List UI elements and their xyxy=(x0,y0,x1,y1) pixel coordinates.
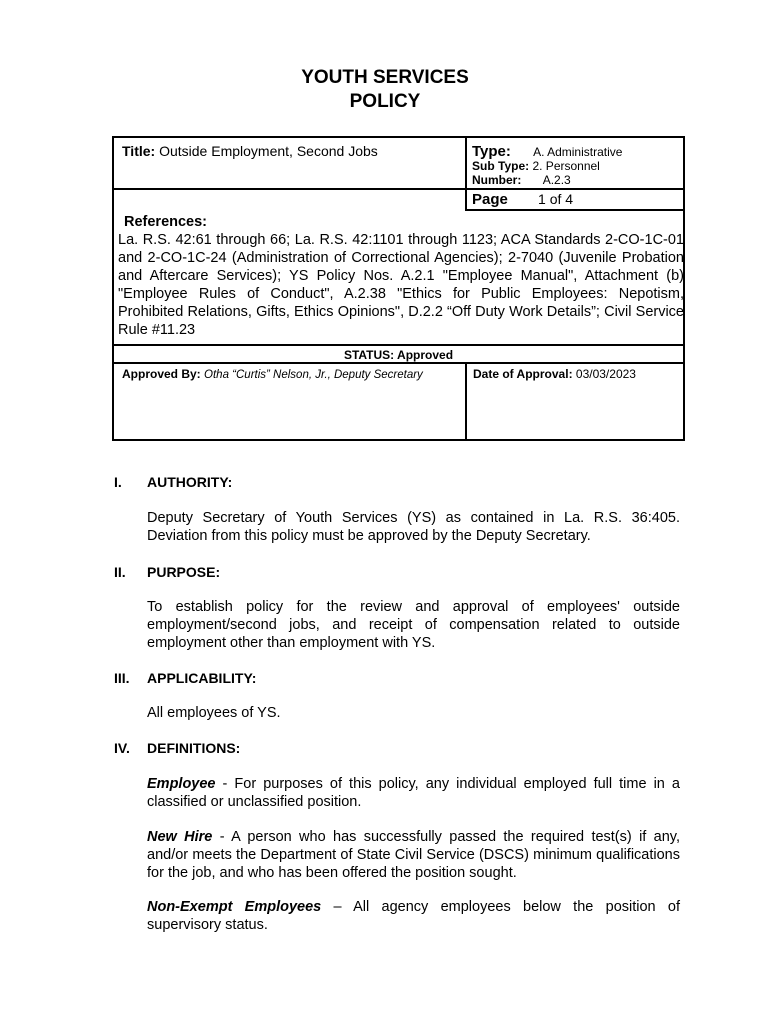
title-cell xyxy=(122,143,378,160)
type-cell xyxy=(472,143,622,160)
header-divider xyxy=(114,362,683,364)
section-number: II. xyxy=(114,564,126,580)
approved-by-cell xyxy=(122,367,423,383)
definition-separator: - xyxy=(212,829,232,845)
definition-new-hire xyxy=(147,828,680,882)
header-divider xyxy=(465,362,467,439)
section-text-applicability: All employees of YS. xyxy=(147,705,281,721)
header-divider xyxy=(465,209,683,211)
definition-text: For purposes of this policy, any individual employed full time in a classified or unclassified position. xyxy=(147,776,680,810)
page-label: Page xyxy=(472,191,508,208)
approved-by-value: Otha “Curtis” Nelson, Jr., Deputy Secretary xyxy=(204,369,423,381)
references-label: References: xyxy=(124,214,208,230)
section-heading-applicability: APPLICABILITY: xyxy=(147,670,257,686)
section-heading-authority: AUTHORITY: xyxy=(147,474,233,490)
header-divider xyxy=(114,344,683,346)
section-number: IV. xyxy=(114,740,130,756)
definition-text: All agency employees below the position of supervisory status. xyxy=(147,899,680,933)
type-value: A. Administrative xyxy=(533,145,623,159)
approved-by-label: Approved By: xyxy=(122,367,201,381)
date-of-approval-cell xyxy=(473,367,636,382)
document-title-line2: POLICY xyxy=(349,91,421,112)
section-heading-definitions: DEFINITIONS: xyxy=(147,740,241,756)
status-label: STATUS: Approved xyxy=(343,348,454,362)
page-cell xyxy=(472,191,573,208)
definition-non-exempt xyxy=(147,898,680,934)
section-text-purpose: To establish policy for the review and approval of employees' outside employment/second jobs, and receipt of compensation related to outside employment other than employment with YS. xyxy=(147,599,680,651)
section-text-authority: Deputy Secretary of Youth Services (YS) as contained in La. R.S. 36:405. Deviation from this policy must be approved by the Deputy Secretary. xyxy=(147,510,680,544)
type-label: Type: xyxy=(472,143,511,160)
date-value: 03/03/2023 xyxy=(575,367,636,381)
header-divider xyxy=(114,188,683,190)
header-divider xyxy=(465,138,467,209)
references-block xyxy=(118,213,684,339)
definition-term: New Hire xyxy=(147,829,213,845)
policy-header-table xyxy=(112,136,685,441)
section-number: I. xyxy=(114,474,122,490)
title-value: Outside Employment, Second Jobs xyxy=(159,143,378,159)
title-label: Title: xyxy=(122,143,156,159)
number-label: Number: xyxy=(472,173,522,187)
subtype-cell xyxy=(472,159,600,174)
page-value: 1 of 4 xyxy=(538,191,574,207)
definition-separator: – xyxy=(321,899,354,915)
date-label: Date of Approval: xyxy=(473,367,573,381)
definition-text: A person who has successfully passed the required test(s) if any, and/or meets the Department of State Civil Service (DSCS) minimum qualifications for the job, and who has been offered the position sought. xyxy=(147,829,681,881)
subtype-label: Sub Type: xyxy=(472,159,530,173)
definition-employee xyxy=(147,775,680,811)
definition-separator: - xyxy=(215,776,235,792)
document-title-line1: YOUTH SERVICES xyxy=(301,67,469,88)
section-number: III. xyxy=(114,670,130,686)
number-cell xyxy=(472,173,571,188)
number-value: A.2.3 xyxy=(542,173,571,187)
definition-term: Employee xyxy=(147,776,216,792)
section-heading-purpose: PURPOSE: xyxy=(147,564,221,580)
definition-term: Non-Exempt Employees xyxy=(147,899,322,915)
subtype-value: 2. Personnel xyxy=(532,159,600,173)
references-text: La. R.S. 42:61 through 66; La. R.S. 42:1101 through 1123; ACA Standards 2-CO-1C-01 and 2-CO-1C-24 (Administration of Correctional Agencies); 2-7040 (Juvenile Probation and Aftercare Services); YS Policy Nos. A.2.1 "Employee Manual", Attachment (b) "Employee Rules of Conduct", A.2.38 "Ethics for Public Employees: Nepotism, Prohibited Relations, Gifts, Ethics Opinions", D.2.2 “Off Duty Work Details”; Civil Service Rule #11.23 xyxy=(118,232,684,338)
